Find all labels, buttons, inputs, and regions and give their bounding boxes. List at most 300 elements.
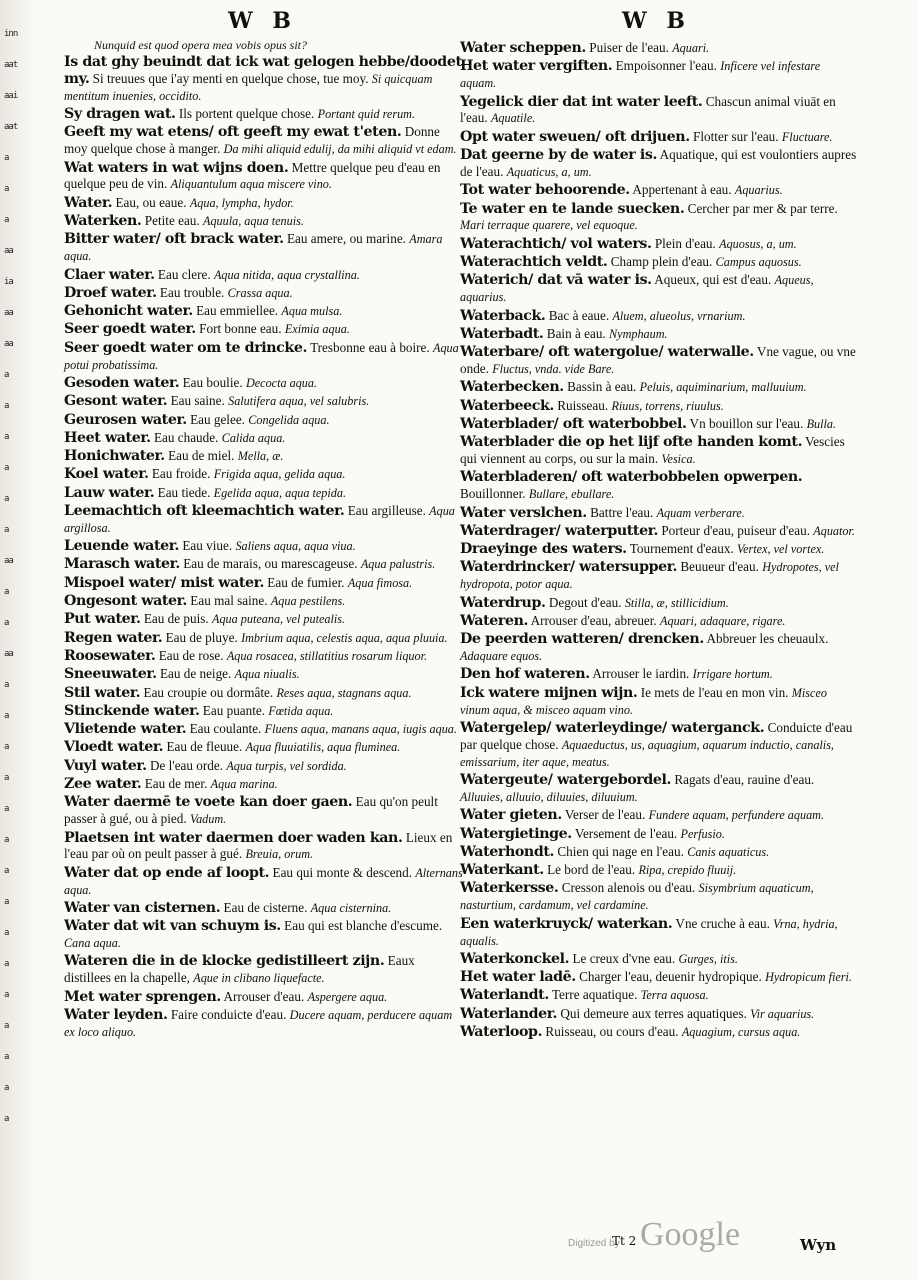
headword: Te water en te lande suecken. [460,200,685,217]
french-gloss: Eau amere, ou marine. [283,231,410,247]
latin-gloss: Portant quid rerum. [317,107,416,122]
margin-fragment: a [4,618,9,628]
latin-gloss: Vertex, vel vortex. [737,542,825,557]
dictionary-entry [460,58,858,92]
latin-gloss: Ripa, crepido fluuij. [638,863,737,878]
french-gloss: Eau argilleuse. [344,502,430,518]
headword: Waterblader/ oft waterbobbel. [460,415,687,432]
french-gloss: Arrouser d'eau, abreuer. [528,612,661,628]
french-gloss: Charger l'eau, deuenir hydropique. [575,969,766,985]
margin-fragment: inn [4,29,18,39]
latin-gloss: Stilla, æ, stillicidium. [624,595,729,610]
headword: Waterbeeck. [460,397,554,414]
french-gloss: Ils portent quelque chose. [175,106,318,122]
french-gloss: Eau viue. [179,538,236,554]
dictionary-entry [460,469,858,503]
headword: Water leyden. [64,1006,168,1023]
dictionary-entry [64,830,464,864]
headword: Lauw water. [64,484,155,501]
latin-gloss: Imbrium aqua, celestis aqua, aqua pluuia. [241,630,448,645]
dictionary-entry [460,201,858,235]
dictionary-entry [460,416,858,433]
dictionary-entry [460,720,858,771]
latin-gloss: Hydropotes, vel hydropota, potor aqua. [460,560,839,592]
latin-gloss: Frigida aqua, gelida aqua. [213,467,346,482]
dictionary-entry [64,393,464,410]
dictionary-entry [64,630,464,647]
headword: Vlietende water. [64,721,187,738]
french-gloss: Eau de puis. [140,611,212,627]
headword: Watergeute/ watergebordel. [460,772,672,789]
french-gloss: Eau de pluye. [162,629,242,645]
google-watermark: Google [640,1216,741,1253]
dictionary-entry [460,147,858,181]
margin-fragment: a [4,463,9,473]
dictionary-entry [64,303,464,320]
margin-fragment: a [4,990,9,1000]
dictionary-entry [64,430,464,447]
french-gloss: Eau gelee. [186,411,249,427]
dictionary-entry [460,807,858,824]
french-gloss: Aqueux, qui est d'eau. [651,272,775,288]
latin-gloss: Mella, æ. [237,449,284,464]
latin-gloss: Aqua potui probatissima. [64,340,459,372]
left-entry-list [64,54,464,1041]
headword: Water dat wit van schuym is. [64,918,281,935]
french-gloss: Eau chaude. [150,429,222,445]
headword: Waterloop. [460,1024,543,1041]
french-gloss: Eau tiede. [154,484,214,500]
margin-fragment: a [4,1114,9,1124]
latin-gloss: Campus aquosus. [715,255,802,269]
margin-fragment: aa [4,649,13,659]
headword: Opt water sweuen/ oft drijuen. [460,128,690,145]
latin-gloss: Aqua turpis, vel sordida. [226,758,347,773]
latin-gloss: Fluctus, vnda. vide Bare. [492,362,615,376]
french-gloss: Vescies qui viennent au corps, ou sur la main. [460,434,845,467]
french-gloss: Eau froide. [148,466,214,482]
latin-gloss: Hydropicum fieri. [765,970,852,985]
dictionary-entry [64,776,464,793]
headword: Marasch water. [64,556,180,573]
french-gloss: Plein d'eau. [651,235,720,251]
dictionary-entry [64,666,464,683]
dictionary-entry [460,987,858,1004]
french-gloss: Lieux en l'eau par où on peult passer à gué. [64,829,453,862]
dictionary-entry [64,267,464,284]
margin-fragment: a [4,494,9,504]
margin-fragments [4,30,32,1146]
french-gloss: Puiser de l'eau. [585,40,673,55]
latin-gloss: Aqua niualis. [234,667,300,682]
headword: Den hof wateren. [460,666,590,683]
latin-gloss: Aquaeductus, us, aquagium, aquarum inductio, canalis, emissarium, iter aque, meatus. [460,737,834,769]
french-gloss: Conduicte d'eau par quelque chose. [460,719,853,752]
french-gloss: Vn bouillon sur l'eau. [686,415,807,431]
margin-fragment: aa [4,339,13,349]
headword: Claer water. [64,266,155,283]
french-gloss: Ruisseau, ou cours d'eau. [542,1024,682,1040]
margin-fragment: a [4,401,9,411]
headword: Met water sprengen. [64,988,221,1005]
headword: Watergietinge. [460,825,572,842]
dictionary-entry [64,195,464,212]
dictionary-entry [460,844,858,861]
french-gloss: Eaux distillees en la chapelle, [64,953,415,986]
dictionary-entry [64,739,464,756]
dictionary-entry [64,556,464,573]
french-gloss: Bac à eaue. [545,307,613,323]
latin-gloss: Aqua mulsa. [281,304,343,319]
dictionary-entry [64,685,464,702]
dictionary-entry [64,794,464,828]
french-gloss: Mettre quelque peu d'eau en quelque peu de vin. [64,159,441,192]
french-gloss: Ie mets de l'eau en mon vin. [637,684,792,700]
dictionary-entry [64,340,464,374]
latin-gloss: Congelida aqua. [248,412,330,427]
french-gloss: Bassin à eau. [563,379,640,395]
dictionary-entry [64,485,464,502]
french-gloss: Eau emmiellee. [192,303,282,319]
headword: Wateren die in de klocke gedistilleert zijn. [64,953,385,970]
french-gloss: Porteur d'eau, puiseur d'eau. [658,522,814,538]
dictionary-entry [64,1007,464,1041]
french-gloss: Eau clere. [154,266,214,282]
latin-gloss: Fœtida aqua. [268,703,334,718]
dictionary-entry [460,272,858,306]
latin-gloss: Saliens aqua, aqua viua. [235,539,356,554]
headword: Watergelep/ waterleydinge/ waterganck. [460,719,765,736]
latin-gloss: Gurges, itis. [678,951,738,966]
headword: De peerden watteren/ drencken. [460,631,704,648]
latin-gloss: Aquatile. [490,111,536,126]
dictionary-entry [460,559,858,593]
latin-gloss: Aquator. [813,523,855,538]
margin-fragment: a [4,525,9,535]
headword: Water. [64,194,113,211]
headword: Water van cisternen. [64,899,221,916]
headword: Heet water. [64,429,151,446]
headword: Honichwater. [64,448,165,465]
headword: Droef water. [64,284,157,301]
latin-gloss: Peluis, aquiminarium, malluuium. [639,380,807,395]
french-gloss: Cresson alenois ou d'eau. [558,880,699,896]
dictionary-entry [460,826,858,843]
headword: Wateren. [460,612,529,629]
dictionary-entry [460,666,858,683]
latin-gloss: Aquagium, cursus aqua. [681,1025,801,1040]
headword: Geurosen water. [64,411,187,428]
dictionary-entry [64,593,464,610]
latin-gloss: Aluem, alueolus, vrnarium. [612,308,746,323]
latin-gloss: Aqueus, aquarius. [460,273,814,305]
french-gloss: Eau qui monte & descend. [269,864,416,880]
french-gloss: Eau qu'on peult passer à gué, ou à pied. [64,794,438,827]
dictionary-entry [64,989,464,1006]
headword: Seer goedt water. [64,321,196,338]
french-gloss: De l'eau orde. [146,757,227,773]
headword: Waterbare/ oft watergolue/ waterwalle. [460,344,754,361]
headword: Vuyl water. [64,757,147,774]
margin-fragment: ia [4,277,13,287]
french-gloss: Flotter sur l'eau. [689,128,782,144]
dictionary-entry [64,721,464,738]
french-gloss: Eau boulie. [179,374,246,390]
margin-fragment: a [4,153,9,163]
latin-gloss: Aqua nitida, aqua crystallina. [213,267,360,282]
dictionary-entry [460,916,858,950]
headword: Waterkant. [460,862,544,879]
headword: Wat waters in wat wijns doen. [64,159,289,176]
margin-fragment: a [4,742,9,752]
french-gloss: Abbreuer les cheuaulx. [703,631,829,647]
signature-mark: Tt 2 [612,1234,637,1248]
dictionary-entry [64,575,464,592]
latin-gloss: Adaquare equos. [460,649,543,664]
headword: Waterlandt. [460,987,549,1004]
margin-fragment: a [4,1021,9,1031]
dictionary-entry [64,503,464,537]
dictionary-entry [64,703,464,720]
dictionary-entry [460,254,858,271]
margin-fragment: a [4,866,9,876]
french-gloss: Beuueur d'eau. [677,559,763,575]
latin-gloss: Aquula, aqua tenuis. [203,214,304,229]
dictionary-entry [460,236,858,253]
dictionary-entry [64,865,464,899]
dictionary-entry [460,326,858,343]
latin-gloss: Irrigare hortum. [692,667,773,682]
french-gloss: Chascun animal viuāt en l'eau. [460,93,836,126]
headword: Een waterkruyck/ waterkan. [460,915,673,932]
margin-fragment: a [4,928,9,938]
latin-gloss: Aqua, lympha, hydor. [189,195,294,210]
dictionary-entry [460,344,858,378]
dictionary-entry [460,40,858,57]
headword: Sy dragen wat. [64,106,176,123]
latin-gloss: Aqua rosacea, stillatitius rosarum liquor. [226,648,428,663]
margin-fragment: a [4,587,9,597]
margin-fragment: a [4,835,9,845]
french-gloss: Degout d'eau. [545,594,625,610]
headword: Mispoel water/ mist water. [64,574,264,591]
french-gloss: Chien qui nage en l'eau. [554,843,688,859]
latin-gloss: Cana aqua. [64,936,121,951]
headword: Waterbladeren/ oft waterbobbelen opwerpen. [460,469,803,486]
headword: Leemachtich oft kleemachtich water. [64,502,345,519]
dictionary-entry [460,398,858,415]
dictionary-entry [64,106,464,123]
headword: Gesont water. [64,393,168,410]
latin-gloss: Aquarius. [734,183,783,198]
latin-gloss: Reses aqua, stagnans aqua. [276,685,412,700]
headword: Put water. [64,611,141,628]
headword: Waterlander. [460,1005,558,1022]
french-gloss: Eau de rose. [155,647,227,663]
french-gloss: Le creux d'vne eau. [569,950,679,966]
margin-fragment: a [4,680,9,690]
dictionary-entry [460,434,858,468]
latin-gloss: Vadum. [189,812,227,827]
headword: Is dat ghy beuindt dat ick wat gelogen hebbe/doodet my. [64,53,462,87]
french-gloss: Eau de neige. [156,666,235,682]
latin-gloss: Aquari. [672,41,710,55]
french-gloss: Cercher par mer & par terre. [684,200,838,216]
headword: Yegelick dier dat int water leeft. [460,93,703,110]
headword: Water daermē te voete kan doer gaen. [64,794,353,811]
latin-gloss: Aquari, adaquare, rigare. [660,613,786,628]
latin-gloss: Canis aquaticus. [687,844,770,859]
french-gloss: Battre l'eau. [586,504,657,520]
headword: Waterblader die op het lijf ofte handen komt. [460,434,803,451]
headword: Vloedt water. [64,739,164,756]
headword: Water scheppen. [460,40,586,56]
margin-fragment: a [4,432,9,442]
latin-gloss: Aqua pestilens. [270,594,346,609]
headword: Ick watere mijnen wijn. [460,684,638,701]
latin-gloss: Calida aqua. [221,430,286,445]
french-gloss: Eau de miel. [164,448,238,464]
headword: Water verslchen. [460,504,587,521]
dictionary-entry [460,880,858,914]
catchword: Wyn [800,1236,837,1254]
dictionary-entry [64,466,464,483]
headword: Draeyinge des waters. [460,541,627,558]
latin-gloss: Aliquantulum aqua miscere vino. [170,177,332,192]
latin-gloss: Aquaticus, a, um. [506,164,592,179]
french-gloss: Verser de l'eau. [561,807,649,823]
latin-gloss: Aquosus, a, um. [719,236,797,251]
dictionary-entry [460,505,858,522]
french-gloss: Eau, ou eaue. [112,194,190,210]
margin-fragment: a [4,773,9,783]
dictionary-entry [460,182,858,199]
latin-gloss: Aqua fluuiatilis, aqua fluminea. [245,740,401,755]
headword: Seer goedt water om te drincke. [64,339,308,356]
latin-gloss: Decocta aqua. [245,375,318,390]
digitized-label: Digitized by [568,1238,620,1249]
french-gloss: Eau croupie ou dormâte. [140,684,277,700]
latin-gloss: Riuus, torrens, riuulus. [611,398,724,413]
headword: Bitter water/ oft brack water. [64,231,284,248]
headword: Waterken. [64,213,142,230]
latin-gloss: Terra aquosa. [640,988,709,1003]
headword: Waterhondt. [460,843,555,860]
french-gloss: Donne moy quelque chose à manger. [64,124,440,157]
margin-fragment: aa [4,246,13,256]
margin-fragment: aat [4,60,18,70]
headword: Waterich/ dat vā water is. [460,272,652,289]
french-gloss: Arrouser d'eau. [220,988,308,1004]
french-gloss: Eau mal saine. [186,593,271,609]
dictionary-entry [460,951,858,968]
french-gloss: Tournement d'eaux. [626,541,738,557]
headword: Waterdrup. [460,594,546,611]
margin-fragment: aat [4,122,18,132]
french-gloss: Eau puante. [199,702,269,718]
dictionary-entry [460,308,858,325]
headword: Gesoden water. [64,374,180,391]
dictionary-entry [460,541,858,558]
latin-gloss: Bulla. [806,416,837,431]
latin-gloss: Perfusio. [680,826,725,841]
headword: Waterdrager/ waterputter. [460,522,659,539]
dictionary-entry [64,900,464,917]
french-gloss: Bouillonner. [460,486,529,502]
margin-fragment: aa [4,308,13,318]
latin-gloss: Nymphaum. [609,326,668,341]
dictionary-entry [460,1006,858,1023]
dictionary-entry [64,285,464,302]
dictionary-entry [460,613,858,630]
latin-gloss: Fluens aqua, manans aqua, iugis aqua. [264,722,457,737]
latin-gloss: Aqua argillosa. [64,503,455,535]
latin-gloss: Eximia aqua. [284,322,350,337]
headword: Waterachtich veldt. [460,254,608,270]
french-gloss: Eau saine. [167,393,229,409]
french-gloss: Eau de marais, ou marescageuse. [179,556,361,572]
headword: Waterkersse. [460,880,559,897]
latin-gloss: Aquam verberare. [656,505,745,520]
french-gloss: Vne cruche à eau. [672,915,774,931]
right-column [460,40,858,1041]
dictionary-entry [64,375,464,392]
running-head-right: W B [622,8,691,34]
latin-gloss: Breuia, orum. [245,847,314,862]
french-gloss: Arrouser le iardin. [589,666,693,682]
headword: Stinckende water. [64,702,200,719]
latin-gloss: Egelida aqua, aqua tepida. [213,485,347,500]
latin-gloss: Aspergere aqua. [307,989,388,1004]
latin-gloss: Aque in clibano liquefacte. [193,971,325,986]
dictionary-entry [460,379,858,396]
french-gloss: Eau qui est blanche d'escume. [280,918,443,934]
dictionary-entry [64,231,464,265]
dictionary-entry [460,1024,858,1041]
headword: Het water vergiften. [460,58,613,75]
latin-gloss: Alternans aqua. [64,865,463,897]
dictionary-entry [64,758,464,775]
headword: Koel water. [64,466,149,483]
french-gloss: Eau de fumier. [263,574,348,590]
latin-gloss: Salutifera aqua, vel salubris. [228,394,370,409]
french-gloss: Terre aquatique. [548,987,641,1003]
latin-gloss: Inficere vel infestare aquam. [460,59,821,91]
dictionary-entry [64,321,464,338]
margin-fragment: a [4,711,9,721]
french-gloss: Vne vague, ou vne onde. [460,344,856,376]
dictionary-entry [64,412,464,429]
latin-gloss: Ducere aquam, perducere aquam ex loco aliquo. [64,1007,453,1039]
headword: Waterdrincker/ watersupper. [460,559,678,576]
dictionary-entry [64,953,464,987]
french-gloss: Si treuues que i'ay menti en quelque chose, tue moy. [89,70,372,86]
headword: Sneeuwater. [64,666,157,683]
headword: Plaetsen int water daermen doer waden kan. [64,829,403,846]
french-gloss: Bain à eau. [543,325,610,341]
headword: Gehonicht water. [64,303,193,320]
margin-fragment: aa [4,556,13,566]
headword: Geeft my wat etens/ oft geeft my ewat t'eten. [64,124,402,141]
latin-gloss: Sisymbrium aquaticum, nasturtium, cardamum, vel cardamine. [460,881,814,913]
margin-fragment: a [4,370,9,380]
french-gloss: Eau de mer. [141,776,211,792]
dictionary-entry [64,124,464,158]
latin-gloss: Vrna, hydria, aqualis. [460,916,838,948]
dictionary-entry [460,129,858,146]
latin-gloss: Vir aquarius. [750,1006,815,1021]
margin-fragment: a [4,1083,9,1093]
